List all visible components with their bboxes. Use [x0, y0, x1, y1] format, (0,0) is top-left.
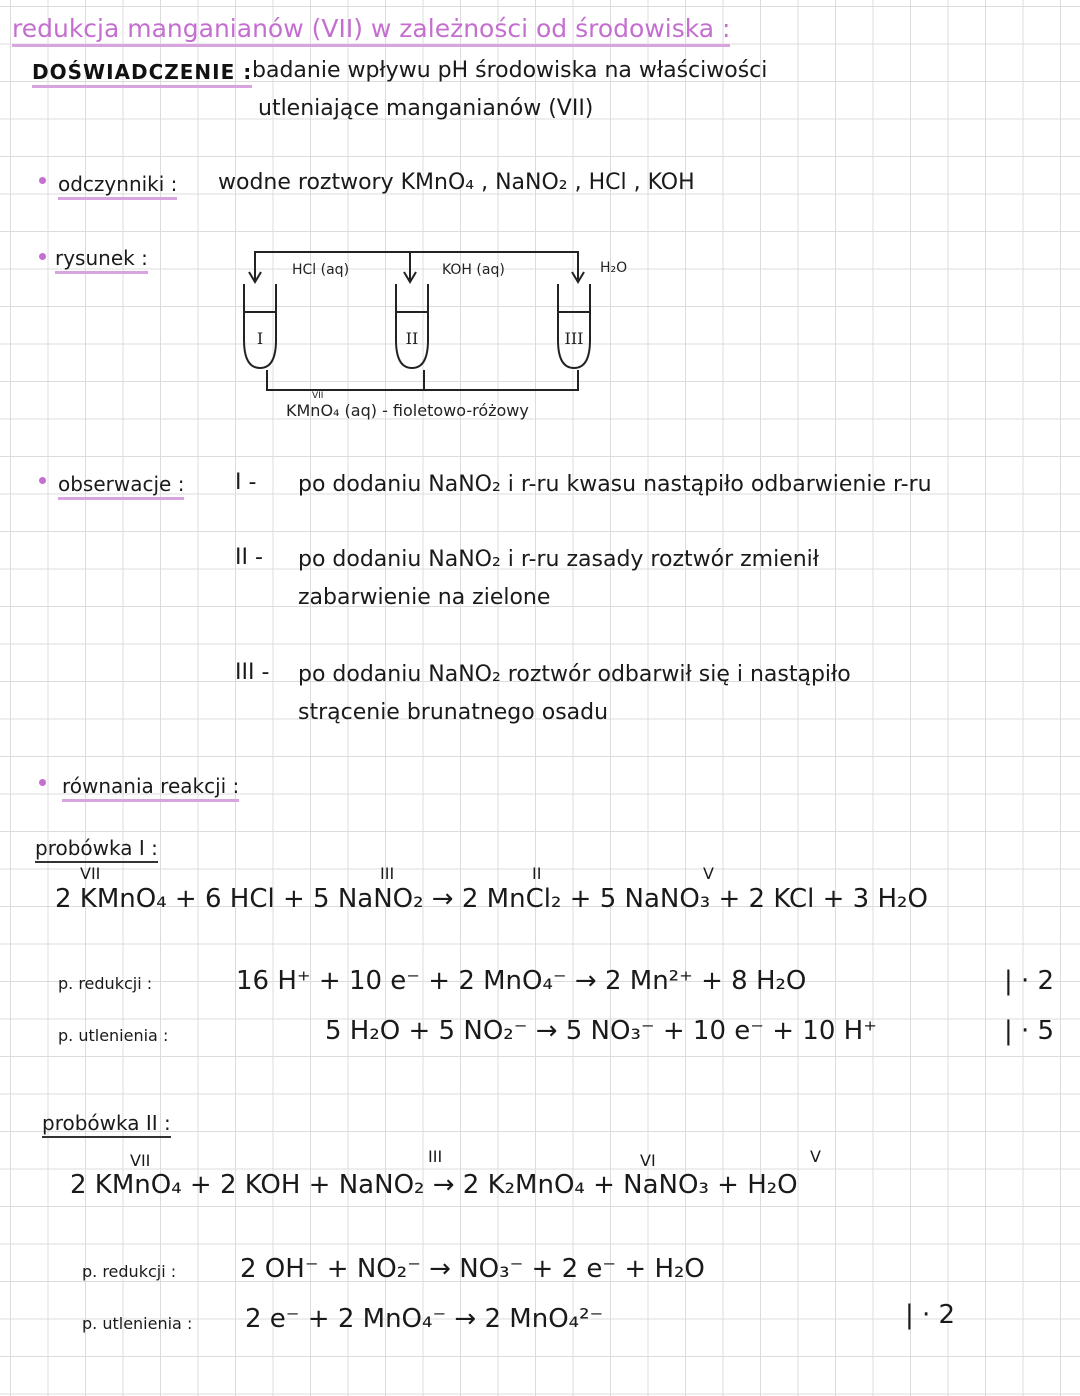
- tube2-oxidation-multiplier: | · 2: [905, 1300, 956, 1330]
- bullet-equations: [39, 779, 46, 786]
- observations-label: obserwacje :: [58, 472, 184, 500]
- tube1-oxidation-multiplier: | · 5: [1004, 1016, 1055, 1046]
- equations-label: równania reakcji :: [62, 774, 239, 802]
- observation-text-2a: po dodaniu NaNO₂ i r-ru zasady roztwór zmienił: [298, 547, 820, 572]
- experiment-label: DOŚWIADCZENIE :: [32, 60, 252, 88]
- tube2-reduction-equation: 2 OH⁻ + NO₂⁻ → NO₃⁻ + 2 e⁻ + H₂O: [240, 1254, 705, 1284]
- reagents-label: odczynniki :: [58, 172, 177, 200]
- tube2-oxidation-label: p. utlenienia :: [82, 1314, 193, 1333]
- drawing-label: rysunek :: [55, 246, 148, 274]
- tube1-reduction-label: p. redukcji :: [58, 974, 153, 993]
- tube2-ox-mark-k2mno4: VI: [640, 1151, 656, 1170]
- reagents-text: wodne roztwory KMnO₄ , NaNO₂ , HCl , KOH: [218, 170, 695, 195]
- experiment-text-line2: utleniające manganianów (VII): [258, 96, 594, 121]
- experiment-text-line1: badanie wpływu pH środowiska na właściwości: [252, 58, 768, 83]
- tube-number-2: II: [405, 329, 419, 348]
- tube2-reduction-label: p. redukcji :: [82, 1262, 177, 1281]
- tube1-ox-mark-kmno4: VII: [80, 864, 101, 883]
- observation-text-3b: strącenie brunatnego osadu: [298, 700, 609, 725]
- observation-text-2b: zabarwienie na zielone: [298, 585, 551, 610]
- solution-label: KMnO₄ (aq) - fioletowo-różowy: [286, 401, 529, 420]
- tube2-main-equation: 2 KMnO₄ + 2 KOH + NaNO₂ → 2 K₂MnO₄ + NaNO₃ + H₂O: [70, 1170, 798, 1200]
- observation-number-3: III -: [235, 660, 270, 685]
- bullet-observations: [39, 477, 46, 484]
- tube2-oxidation-equation: 2 e⁻ + 2 MnO₄⁻ → 2 MnO₄²⁻: [245, 1304, 604, 1334]
- reagent-label-tube-2: KOH (aq): [442, 262, 505, 278]
- bullet-reagents: [39, 177, 46, 184]
- tube-number-1: I: [256, 329, 264, 348]
- tube-number-3: III: [564, 329, 584, 348]
- bottom-frame-line: [267, 370, 578, 390]
- oxidation-state-mn: VII: [312, 391, 324, 401]
- tube1-reduction-equation: 16 H⁺ + 10 e⁻ + 2 MnO₄⁻ → 2 Mn²⁺ + 8 H₂O: [236, 966, 807, 996]
- tube1-ox-mark-mncl2: II: [532, 864, 542, 883]
- tube1-oxidation-equation: 5 H₂O + 5 NO₂⁻ → 5 NO₃⁻ + 10 e⁻ + 10 H⁺: [325, 1016, 877, 1046]
- page-title: redukcja manganianów (VII) w zależności od środowiska :: [12, 14, 730, 47]
- tube1-reduction-multiplier: | · 2: [1004, 966, 1055, 996]
- tube1-oxidation-label: p. utlenienia :: [58, 1026, 169, 1045]
- test-tube-3: [558, 284, 590, 368]
- reagent-label-tube-3: H₂O: [600, 260, 628, 276]
- tube2-ox-mark-nano2: III: [428, 1147, 443, 1166]
- tube2-label: probówka II :: [42, 1111, 171, 1138]
- tube1-label: probówka I :: [35, 836, 158, 863]
- observation-text-3a: po dodaniu NaNO₂ roztwór odbarwił się i nastąpiło: [298, 662, 851, 687]
- tube1-ox-mark-nano2: III: [380, 864, 395, 883]
- apparatus-diagram: [230, 240, 650, 440]
- tube1-ox-mark-nano3: V: [703, 864, 714, 883]
- observation-number-1: I -: [235, 470, 257, 495]
- tube1-main-equation: 2 KMnO₄ + 6 HCl + 5 NaNO₂ → 2 MnCl₂ + 5 NaNO₃ + 2 KCl + 3 H₂O: [55, 884, 928, 914]
- bullet-drawing: [39, 253, 46, 260]
- observation-text-1: po dodaniu NaNO₂ i r-ru kwasu nastąpiło odbarwienie r-ru: [298, 472, 932, 497]
- reagent-label-tube-1: HCl (aq): [292, 262, 350, 278]
- tube2-ox-mark-kmno4: VII: [130, 1151, 151, 1170]
- observation-number-2: II -: [235, 545, 263, 570]
- tube2-ox-mark-nano3: V: [810, 1147, 821, 1166]
- test-tube-1: [244, 284, 276, 368]
- test-tube-2: [396, 284, 428, 368]
